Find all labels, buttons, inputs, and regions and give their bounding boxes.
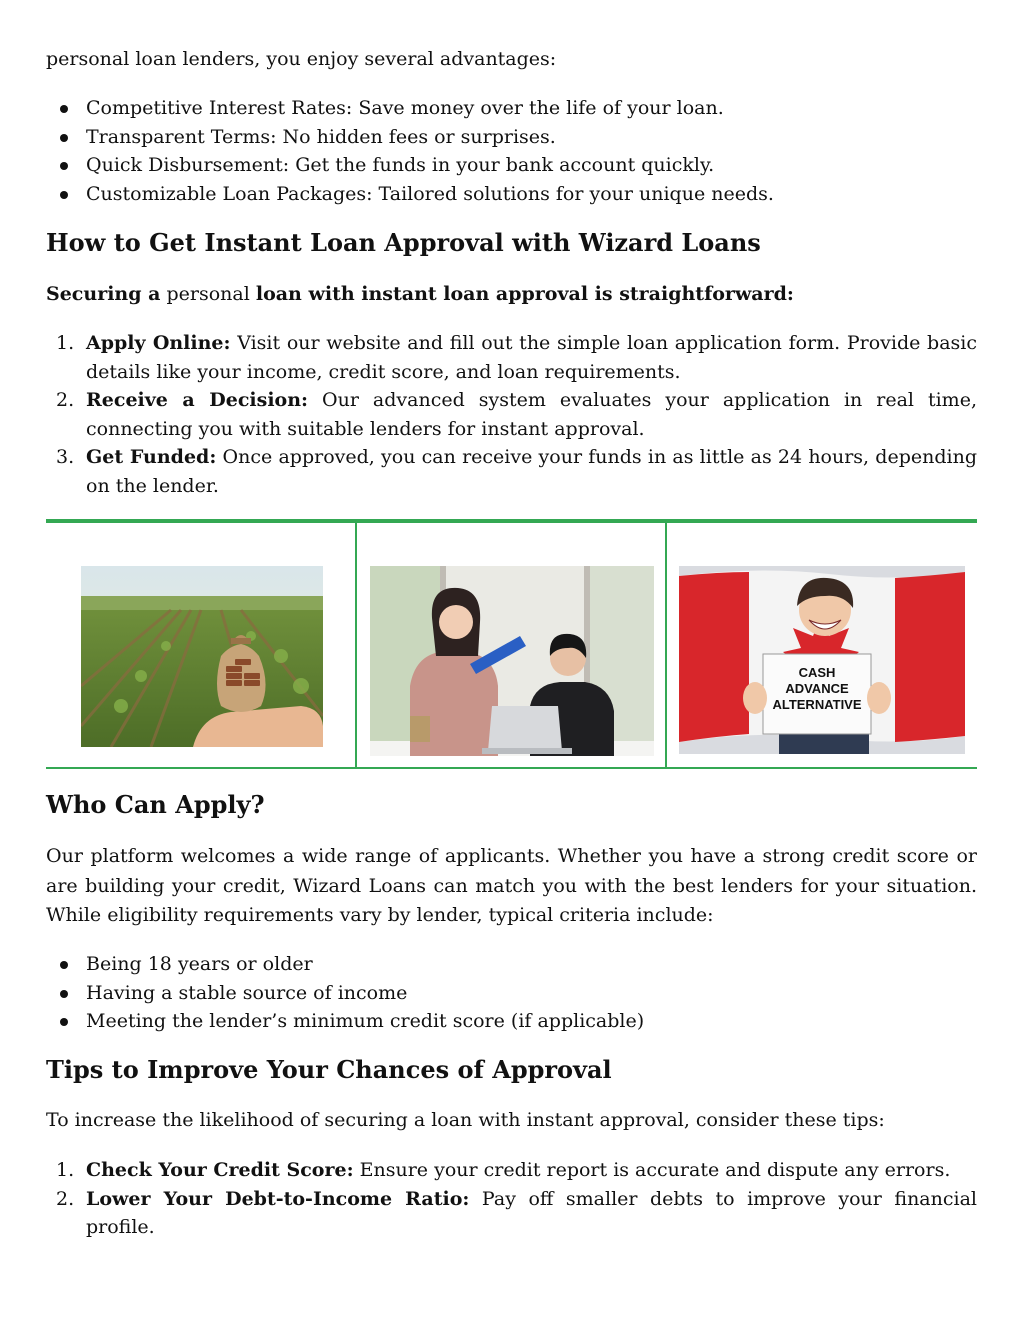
list-item: 1. Check Your Credit Score: Ensure your credit report is accurate and dispute any errors. [56, 1159, 951, 1181]
criteria-list [46, 950, 977, 1036]
tips-intro: To increase the likelihood of securing a loan with instant approval, consider these tips: [46, 1109, 885, 1131]
advantages-list [46, 94, 977, 208]
who-paragraph: Our platform welcomes a wide range of applicants. Whether you have a strong credit score or are building your credit, Wizard Loans can match you with the best lenders for your situation. While eligibility requirements vary by lender, typical criteria include: [46, 845, 977, 926]
list-item: Quick Disbursement: Get the funds in your bank account quickly. [46, 151, 977, 180]
cash-advance-flag-image [679, 566, 965, 754]
bullet-icon [60, 191, 68, 199]
list-item: 1. Apply Online: Visit our website and fill out the simple loan application form. Provide basic details like your income, credit score, and loan requirements. [56, 332, 978, 383]
sign-text-line2: ADVANCE [785, 681, 849, 696]
intro-text: personal loan lenders, you enjoy several advantages: [46, 48, 557, 70]
list-item: Competitive Interest Rates: Save money over the life of your loan. [46, 94, 977, 123]
list-item: Meeting the lender’s minimum credit score (if applicable) [46, 1007, 977, 1036]
section-heading-who: Who Can Apply? [46, 790, 265, 819]
list-item: Having a stable source of income [46, 979, 977, 1008]
sign-text-line3: ALTERNATIVE [772, 697, 862, 712]
list-item: Transparent Terms: No hidden fees or surprises. [46, 123, 977, 152]
list-item: 2. Lower Your Debt-to-Income Ratio: Pay off smaller debts to improve your financial profile. [56, 1187, 977, 1238]
bullet-icon [60, 162, 68, 170]
office-meeting-image [370, 566, 654, 756]
list-item: Customizable Loan Packages: Tailored solutions for your unique needs. [46, 180, 977, 209]
image-table [46, 519, 977, 769]
list-item: Being 18 years or older [46, 950, 977, 979]
farm-money-bag-image [81, 566, 323, 747]
table-divider [665, 523, 667, 767]
tips-list [46, 1156, 977, 1242]
list-item: 3. Get Funded: Once approved, you can receive your funds in as little as 24 hours, depending on the lender. [56, 446, 978, 497]
bullet-icon [60, 1018, 68, 1026]
table-divider [355, 523, 357, 767]
bullet-icon [60, 990, 68, 998]
bullet-icon [60, 134, 68, 142]
how-to-subheading: Securing a personal loan with instant loan approval is straightforward: [46, 283, 794, 305]
bullet-icon [60, 105, 68, 113]
steps-list [46, 329, 977, 500]
list-item: 2. Receive a Decision: Our advanced system evaluates your application in real time, connecting you with suitable lenders for instant approval. [56, 389, 977, 440]
sign-text-line1: CASH [798, 665, 836, 680]
section-heading-tips: Tips to Improve Your Chances of Approval [46, 1055, 612, 1084]
section-heading-how-to: How to Get Instant Loan Approval with Wizard Loans [46, 228, 761, 257]
bullet-icon [60, 961, 68, 969]
